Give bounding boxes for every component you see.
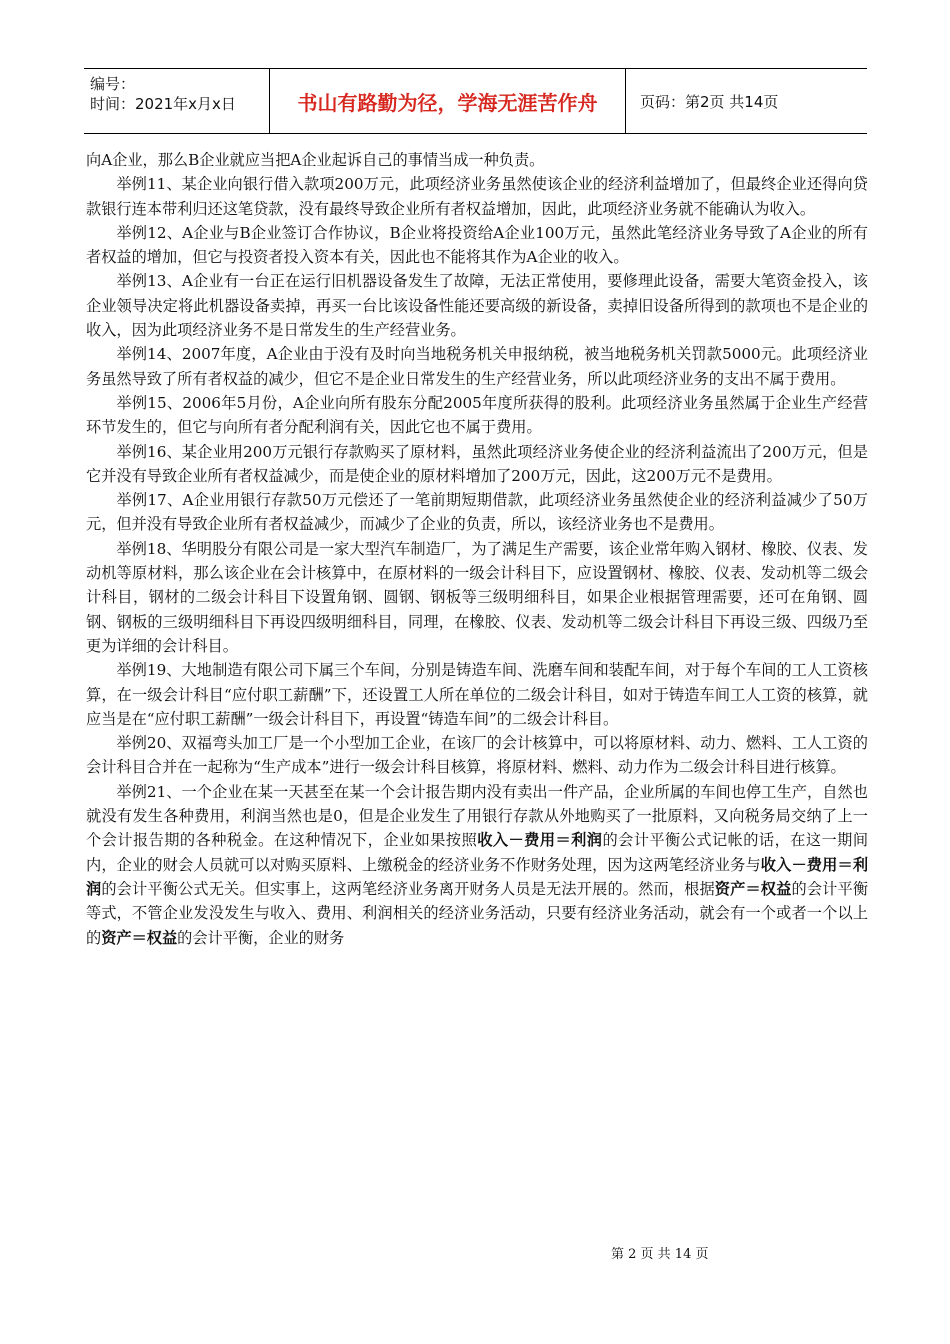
paragraph (86, 537, 868, 658)
code-label: 编号： (90, 75, 136, 93)
motto-text: 书山有路勤为径，学海无涯苦作舟 (297, 90, 598, 115)
header-left-cell (84, 69, 270, 133)
text-segment: 举例12、A企业与B企业签订合作协议，B企业将投资给A企业100万元，虽然此笔经济业务导致了A企业的所有者权益的增加，但它与投资者投入资本有关，因此也不能将其作为A企业的收入。 (86, 223, 868, 267)
time-label: 时间：2021年x月x日 (90, 95, 236, 113)
text-segment: 举例16、某企业用200万元银行存款购买了原材料，虽然此项经济业务使企业的经济利益流出了200万元，但是它并没有导致企业所有者权益减少，而是使企业的原材料增加了200万元，因此，这200万元不是费用。 (86, 442, 868, 485)
paragraph (86, 488, 868, 537)
text-segment: 的会计平衡，企业的财务 (177, 928, 345, 947)
paragraph (86, 269, 868, 342)
text-segment: 向A企业，那么B企业就应当把A企业起诉自己的事情当成一种负责。 (86, 151, 545, 169)
bold-formula: 资产＝权益 (101, 928, 178, 947)
text-segment: 举例14、2007年度，A企业由于没有及时向当地税务机关申报纳税，被当地税务机关罚款5000元。此项经济业务虽然导致了所有者权益的减少，但它不是企业日常发生的生产经营业务，所以此项经济业务的支出不属于费用。 (86, 345, 868, 388)
paragraph (86, 148, 868, 172)
bold-formula: 资产＝权益 (714, 879, 792, 898)
header-motto-cell (270, 69, 626, 133)
bold-formula: 收入－费用＝利润 (477, 831, 603, 850)
paragraph (86, 342, 868, 391)
text-segment: 举例13、A企业有一台正在运行旧机器设备发生了故障，无法正常使用，要修理此设备，需要大笔资金投入，该企业领导决定将此机器设备卖掉，再买一台比该设备性能还要高级的新设备，卖掉旧设备所得到的款项也不是企业的收入，因为此项经济业务不是日常发生的生产经营业务。 (86, 272, 868, 340)
page-footer: 第 2 页 共 14 页 (611, 1247, 709, 1262)
document-body (86, 148, 868, 950)
paragraph (86, 440, 868, 489)
text-segment: 举例20、双福弯头加工厂是一个小型加工企业，在该厂的会计核算中，可以将原材料、动力、燃料、工人工资的会计科目合并在一起称为“生产成本”进行一级会计科目核算，将原材料、燃料、动力作为二级会计科目进行核算。 (86, 734, 868, 777)
paragraph (86, 780, 868, 950)
paragraph (86, 658, 868, 731)
text-segment: 的会计平衡等式，不管企业发没发生与收入、费用、利润相关的经济业务活动，只要有经济业务活动，就会有一个或者一个以上的 (86, 879, 869, 947)
paragraph (86, 221, 868, 270)
text-segment: 举例15、2006年5月份，A企业向所有股东分配2005年度所获得的股利。此项经济业务虽然属于企业生产经营环节发生的，但它与向所有者分配利润有关，因此它也不属于费用。 (86, 393, 868, 437)
text-segment: 的会计平衡公式无关。但实事上，这两笔经济业务离开财务人员是无法开展的。然而，根据 (101, 879, 715, 898)
page-header (84, 68, 867, 134)
text-segment: 举例11、某企业向银行借入款项200万元，此项经济业务虽然使该企业的经济利益增加了，但最终企业还得向贷款银行连本带利归还这笔贷款，没有最终导致企业所有者权益增加，因此，此项经济业务就不能确认为收入。 (86, 175, 868, 218)
paragraph (86, 731, 868, 780)
bold-formula: 收入－费用＝利润 (86, 855, 869, 898)
text-segment: 举例19、大地制造有限公司下属三个车间，分别是铸造车间、洗磨车间和装配车间，对于每个车间的工人工资核算，在一级会计科目“应付职工薪酬”下，还设置工人所在单位的二级会计科目，如对于铸造车间工人工资的核算，就应当是在“应付职工薪酬”一级会计科目下，再设置“铸造车间”的二级会计科目。 (86, 661, 868, 728)
text-segment: 举例17、A企业用银行存款50万元偿还了一笔前期短期借款，此项经济业务虽然使企业的经济利益减少了50万元，但并没有导致企业所有者权益减少，而减少了企业的负责，所以，该经济业务也不是费用。 (86, 491, 868, 534)
header-right-cell (626, 69, 867, 133)
paragraph (86, 391, 868, 440)
text-segment: 举例21、一个企业在某一天甚至在某一个会计报告期内没有卖出一件产品，企业所属的车间也停工生产，自然也就没有发生各种费用，利润当然也是0，但是企业发生了用银行存款从外地购买了一批原料，又向税务局交纳了上一个会计报告期的各种税金。在这种情况下，企业如果按照 (86, 782, 868, 850)
paragraph (86, 172, 868, 221)
text-segment: 的会计平衡公式记帐的话，在这一期间内，企业的财会人员就可以对购买原料、上缴税金的经济业务不作财务处理，因为这两笔经济业务与 (86, 831, 869, 874)
page-number-label: 页码：第2页 共14页 (640, 92, 779, 111)
text-segment: 举例18、华明股分有限公司是一家大型汽车制造厂，为了满足生产需要，该企业常年购入钢材、橡胶、仪表、发动机等原材料，那么该企业在会计核算中，在原材料的一级会计科目下，应设置钢材、橡胶、仪表、发动机等二级会计科目，钢材的二级会计科目下设置角钢、圆钢、钢板等三级明细科目，如果企业根据管理需要，还可在角钢、圆钢、钢板的三级明细科目下再设四级明细科目，同理，在橡胶、仪表、发动机等二级会计科目下再设三级、四级乃至更为详细的会计科目。 (86, 539, 868, 655)
